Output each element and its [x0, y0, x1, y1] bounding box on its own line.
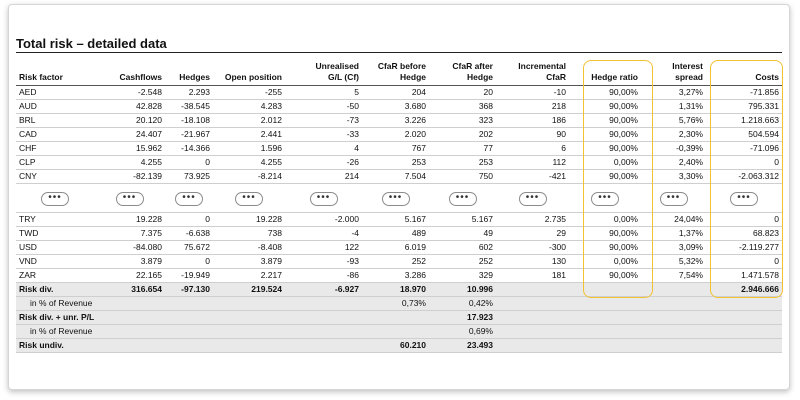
table-cell [94, 297, 165, 311]
table-cell: 1.471.578 [706, 269, 782, 283]
table-cell: 6.019 [362, 241, 429, 255]
table-cell: 2.217 [213, 269, 285, 283]
table-cell: CNY [16, 170, 94, 184]
table-cell: -71.096 [706, 142, 782, 156]
table-cell: 0,00% [569, 255, 641, 269]
table-row [16, 128, 782, 142]
table-cell: 0 [706, 255, 782, 269]
table-cell [641, 184, 706, 213]
table-cell [496, 325, 569, 339]
header-label: Open position [224, 72, 282, 82]
table-cell: -10 [496, 86, 569, 100]
table-cell: TRY [16, 213, 94, 227]
table-row [16, 227, 782, 241]
risk-data-table [16, 56, 782, 353]
table-cell: -8.214 [213, 170, 285, 184]
table-cell [165, 325, 213, 339]
table-cell: -4 [285, 227, 362, 241]
table-row [16, 269, 782, 283]
table-cell: 49 [429, 227, 496, 241]
table-cell: 90,00% [569, 142, 641, 156]
table-cell: -421 [496, 170, 569, 184]
table-cell [213, 184, 285, 213]
table-cell [94, 325, 165, 339]
table-cell: 0 [706, 156, 782, 170]
table-cell: -84.080 [94, 241, 165, 255]
table-cell [496, 297, 569, 311]
table-cell: 3,30% [641, 170, 706, 184]
table-cell [362, 184, 429, 213]
table-cell: in % of Revenue [16, 297, 94, 311]
table-cell [641, 325, 706, 339]
table-cell: 7.375 [94, 227, 165, 241]
table-cell: -93 [285, 255, 362, 269]
table-cell: 90,00% [569, 100, 641, 114]
table-cell [16, 184, 94, 213]
table-cell [285, 325, 362, 339]
expand-rows-button[interactable]: ••• [116, 192, 144, 206]
table-row [16, 170, 782, 184]
table-cell: 60.210 [362, 339, 429, 353]
table-cell: 602 [429, 241, 496, 255]
table-cell: AUD [16, 100, 94, 114]
header-cfar-after[interactable] [429, 56, 496, 86]
table-cell: 4.283 [213, 100, 285, 114]
header-label: CfaR [546, 72, 566, 82]
table-cell: CAD [16, 128, 94, 142]
table-cell [496, 283, 569, 297]
header-costs[interactable] [706, 56, 782, 86]
title-divider [16, 52, 782, 53]
table-cell: 90,00% [569, 269, 641, 283]
expand-rows-button[interactable]: ••• [449, 192, 477, 206]
table-cell [94, 339, 165, 353]
table-cell: 316.654 [94, 283, 165, 297]
table-cell: 2,30% [641, 128, 706, 142]
table-cell: 23.493 [429, 339, 496, 353]
table-cell: -19.949 [165, 269, 213, 283]
table-cell: 186 [496, 114, 569, 128]
table-cell: 214 [285, 170, 362, 184]
table-cell: 750 [429, 170, 496, 184]
table-cell: -82.139 [94, 170, 165, 184]
header-incremental-cfar[interactable] [496, 56, 569, 86]
table-cell: VND [16, 255, 94, 269]
table-cell: 3.680 [362, 100, 429, 114]
table-cell: 17.923 [429, 311, 496, 325]
risk-undiv-row [16, 339, 782, 353]
table-cell: USD [16, 241, 94, 255]
header-label: Hedge ratio [591, 72, 638, 82]
table-cell [362, 311, 429, 325]
table-cell: 75.672 [165, 241, 213, 255]
table-cell: 0 [165, 255, 213, 269]
table-cell: -2.063.312 [706, 170, 782, 184]
table-cell: 18.970 [362, 283, 429, 297]
header-label: G/L (Cf) [327, 72, 359, 82]
table-cell: in % of Revenue [16, 325, 94, 339]
risk-div-unr-pct-row [16, 325, 782, 339]
table-cell: 122 [285, 241, 362, 255]
table-cell: 323 [429, 114, 496, 128]
table-cell: 3.286 [362, 269, 429, 283]
table-cell: -2.119.277 [706, 241, 782, 255]
header-hedges[interactable] [165, 56, 213, 86]
header-cfar-before[interactable] [362, 56, 429, 86]
table-cell: -6.638 [165, 227, 213, 241]
table-cell [429, 184, 496, 213]
table-cell: 7.504 [362, 170, 429, 184]
table-cell: Risk div. [16, 283, 94, 297]
table-cell: -71.856 [706, 86, 782, 100]
table-cell: 2.020 [362, 128, 429, 142]
table-cell [569, 297, 641, 311]
risk-div-unr-row [16, 311, 782, 325]
table-row [16, 100, 782, 114]
table-cell: -0,39% [641, 142, 706, 156]
header-cashflows[interactable] [94, 56, 165, 86]
expand-rows-button[interactable]: ••• [175, 192, 203, 206]
table-cell: 5,76% [641, 114, 706, 128]
table-cell: 0 [706, 213, 782, 227]
collapsed-rows-row [16, 184, 782, 213]
table-cell: 112 [496, 156, 569, 170]
table-cell: 0,00% [569, 213, 641, 227]
header-interest-spread[interactable] [641, 56, 706, 86]
table-cell: 504.594 [706, 128, 782, 142]
table-cell [94, 311, 165, 325]
table-row [16, 241, 782, 255]
table-cell: 42.828 [94, 100, 165, 114]
table-cell: 10.996 [429, 283, 496, 297]
table-cell: 73.925 [165, 170, 213, 184]
table-cell: 3.226 [362, 114, 429, 128]
table-cell: 329 [429, 269, 496, 283]
table-cell: 218 [496, 100, 569, 114]
table-cell: 0,73% [362, 297, 429, 311]
expand-rows-button[interactable]: ••• [235, 192, 263, 206]
table-cell: 795.331 [706, 100, 782, 114]
table-cell: 77 [429, 142, 496, 156]
table-cell: 767 [362, 142, 429, 156]
header-label: CfaR before [377, 61, 426, 71]
table-cell: -38.545 [165, 100, 213, 114]
header-label: Costs [755, 72, 779, 82]
table-cell: TWD [16, 227, 94, 241]
table-cell: Risk undiv. [16, 339, 94, 353]
table-cell [496, 311, 569, 325]
expand-rows-button[interactable]: ••• [519, 192, 547, 206]
table-cell: 4.255 [94, 156, 165, 170]
table-cell: 6 [496, 142, 569, 156]
table-cell: 4.255 [213, 156, 285, 170]
expand-rows-button[interactable]: ••• [660, 192, 688, 206]
table-cell: 90,00% [569, 241, 641, 255]
table-cell: 90,00% [569, 86, 641, 100]
table-cell [706, 297, 782, 311]
table-cell [165, 311, 213, 325]
table-cell: -21.967 [165, 128, 213, 142]
expand-rows-button[interactable]: ••• [730, 192, 758, 206]
table-cell: 253 [362, 156, 429, 170]
header-unrealised[interactable] [285, 56, 362, 86]
header-label: Hedge [400, 72, 426, 82]
header-label: Cashflows [119, 72, 162, 82]
table-cell: 68.823 [706, 227, 782, 241]
table-cell: 3,09% [641, 241, 706, 255]
table-cell: 738 [213, 227, 285, 241]
table-cell: 0 [165, 213, 213, 227]
header-row [16, 56, 782, 86]
table-cell: 0,00% [569, 156, 641, 170]
table-cell: 181 [496, 269, 569, 283]
header-label: Incremental [518, 61, 566, 71]
table-cell: 252 [362, 255, 429, 269]
table-cell: 90 [496, 128, 569, 142]
table-cell: 1.218.663 [706, 114, 782, 128]
table-cell: 0 [165, 156, 213, 170]
table-cell [362, 325, 429, 339]
table-cell: 19.228 [94, 213, 165, 227]
table-cell: 204 [362, 86, 429, 100]
table-cell: 15.962 [94, 142, 165, 156]
risk-div-row [16, 283, 782, 297]
risk-div-pct-row [16, 297, 782, 311]
table-cell: 2.946.666 [706, 283, 782, 297]
header-label: Interest [672, 61, 703, 71]
table-cell [569, 325, 641, 339]
table-cell [706, 339, 782, 353]
table-cell [569, 283, 641, 297]
table-cell: 4 [285, 142, 362, 156]
table-cell [213, 325, 285, 339]
table-cell [213, 311, 285, 325]
table-cell: CHF [16, 142, 94, 156]
table-cell [213, 297, 285, 311]
table-cell: ZAR [16, 269, 94, 283]
table-cell: 3,27% [641, 86, 706, 100]
table-cell: 7,54% [641, 269, 706, 283]
table-cell: 1,31% [641, 100, 706, 114]
table-cell [569, 311, 641, 325]
header-risk-factor[interactable] [16, 56, 94, 86]
table-row [16, 213, 782, 227]
table-cell: 2.012 [213, 114, 285, 128]
table-cell: 2.293 [165, 86, 213, 100]
table-cell [213, 339, 285, 353]
table-cell: 202 [429, 128, 496, 142]
header-hedge-ratio[interactable] [569, 56, 641, 86]
table-cell [165, 339, 213, 353]
table-cell: 24.407 [94, 128, 165, 142]
table-cell: 2.735 [496, 213, 569, 227]
table-cell: -2.000 [285, 213, 362, 227]
table-cell: 2,40% [641, 156, 706, 170]
table-cell [496, 339, 569, 353]
table-row [16, 114, 782, 128]
table-cell: 5,32% [641, 255, 706, 269]
expand-rows-button[interactable]: ••• [591, 192, 619, 206]
table-cell: -18.108 [165, 114, 213, 128]
table-row [16, 142, 782, 156]
table-cell: 90,00% [569, 114, 641, 128]
table-cell [706, 311, 782, 325]
table-cell: 2.441 [213, 128, 285, 142]
table-cell: -255 [213, 86, 285, 100]
table-cell: 3.879 [213, 255, 285, 269]
table-cell: 1,37% [641, 227, 706, 241]
table-cell: 1.596 [213, 142, 285, 156]
table-cell [706, 325, 782, 339]
table-cell: 90,00% [569, 170, 641, 184]
report-title: Total risk – detailed data [16, 36, 167, 51]
table-cell [285, 184, 362, 213]
table-cell: -86 [285, 269, 362, 283]
header-open-position[interactable] [213, 56, 285, 86]
header-label: spread [675, 72, 703, 82]
table-cell [706, 184, 782, 213]
table-cell: 19.228 [213, 213, 285, 227]
table-row [16, 255, 782, 269]
table-cell: -73 [285, 114, 362, 128]
table-cell [641, 283, 706, 297]
expand-rows-button[interactable]: ••• [310, 192, 338, 206]
header-label: CfaR after [452, 61, 493, 71]
table-cell: 5.167 [429, 213, 496, 227]
table-cell: 24,04% [641, 213, 706, 227]
table-cell [641, 311, 706, 325]
table-cell: 368 [429, 100, 496, 114]
table-cell [285, 297, 362, 311]
expand-rows-button[interactable]: ••• [382, 192, 410, 206]
table-cell: 22.165 [94, 269, 165, 283]
table-cell: -97.130 [165, 283, 213, 297]
table-cell [641, 297, 706, 311]
rows-top [16, 86, 782, 353]
table-cell: CLP [16, 156, 94, 170]
table-cell: 90,00% [569, 128, 641, 142]
table-cell [569, 184, 641, 213]
table-cell: -14.366 [165, 142, 213, 156]
table-row [16, 156, 782, 170]
table-cell [94, 184, 165, 213]
table-cell: 90,00% [569, 227, 641, 241]
table-cell: -300 [496, 241, 569, 255]
table-cell: 0,69% [429, 325, 496, 339]
table-cell [641, 339, 706, 353]
table-cell: 20.120 [94, 114, 165, 128]
table-cell: 3.879 [94, 255, 165, 269]
table-cell: BRL [16, 114, 94, 128]
header-label: Unrealised [315, 61, 359, 71]
table-cell: 489 [362, 227, 429, 241]
table-cell: 252 [429, 255, 496, 269]
header-label: Risk factor [19, 72, 63, 82]
table-cell [165, 297, 213, 311]
table-cell: 219.524 [213, 283, 285, 297]
header-label: Hedges [179, 72, 210, 82]
table-cell [285, 339, 362, 353]
table-cell: 5 [285, 86, 362, 100]
table-cell: 29 [496, 227, 569, 241]
table-cell [569, 339, 641, 353]
expand-rows-button[interactable]: ••• [41, 192, 69, 206]
table-row [16, 86, 782, 100]
table-cell: 0,42% [429, 297, 496, 311]
table-cell: -2.548 [94, 86, 165, 100]
table-cell: 253 [429, 156, 496, 170]
table-cell: -8.408 [213, 241, 285, 255]
table-cell [496, 184, 569, 213]
table-cell: -26 [285, 156, 362, 170]
table-cell: 20 [429, 86, 496, 100]
table-cell: 130 [496, 255, 569, 269]
table-cell: -50 [285, 100, 362, 114]
table-cell: Risk div. + unr. P/L [16, 311, 94, 325]
table-cell: -6.927 [285, 283, 362, 297]
table-cell [165, 184, 213, 213]
table-cell: AED [16, 86, 94, 100]
table-cell [285, 311, 362, 325]
table-cell: -33 [285, 128, 362, 142]
table-cell: 5.167 [362, 213, 429, 227]
header-label: Hedge [467, 72, 493, 82]
